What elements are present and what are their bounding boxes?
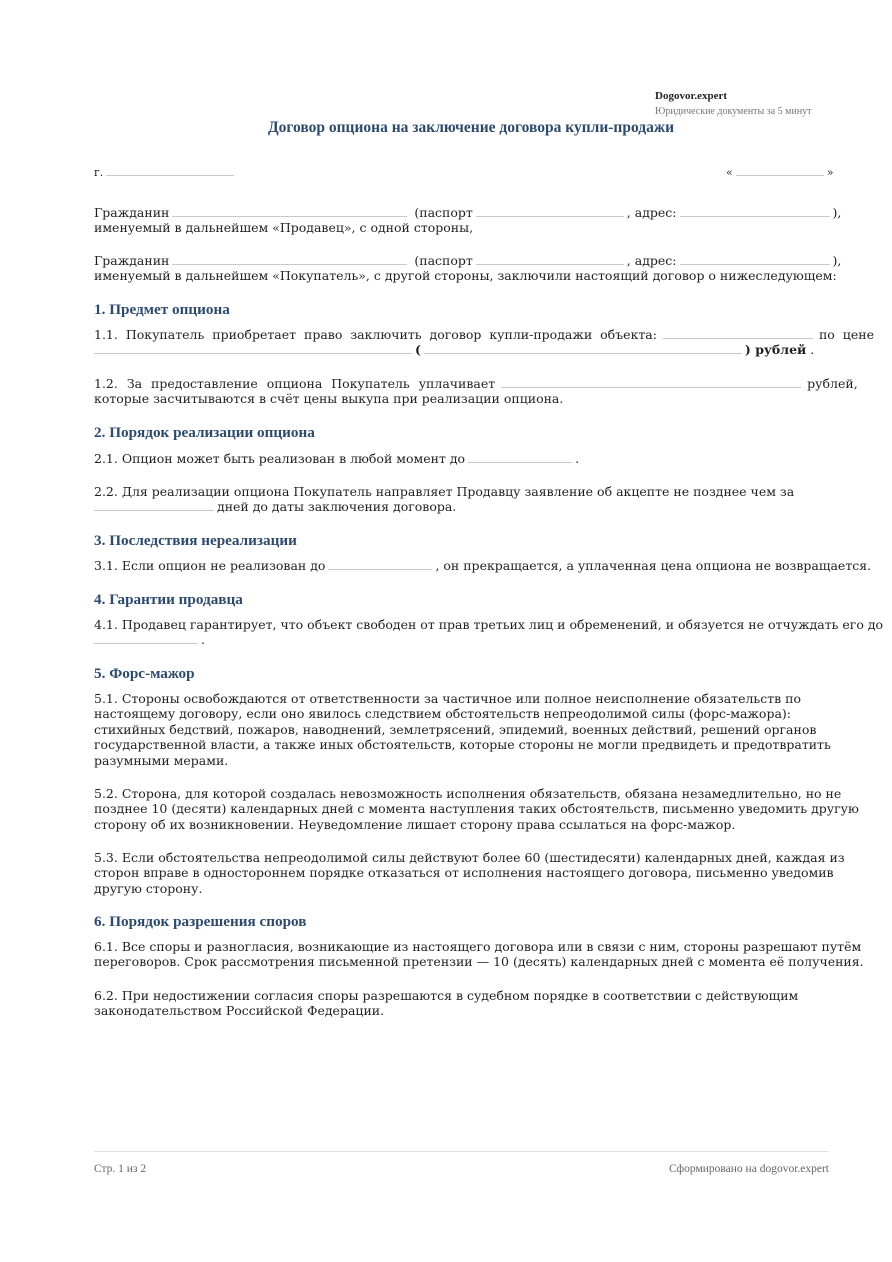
section-1-heading: 1. Предмет опциона (94, 301, 230, 318)
clause-5-3: 5.3. Если обстоятельства непреодолимой силы действуют более 60 (шестидесяти) календарных дней, каждая из сторон вправе в одностороннем порядке отказаться от исполнения настоящего договора, письменно уведомив другую сторону. (94, 850, 845, 896)
expiry-blank (328, 558, 432, 570)
object-blank (663, 327, 813, 339)
clause-5-2: 5.2. Сторона, для которой создалась невозможность исполнения обязательств, обязана незамедлительно, но не позднее 10 (десяти) календарных дней с момента наступления таких обстоятельств, письменно уведомить другую сторону об их возникновении. Неуведомление лишает сторону права ссылаться на форс-мажор. (94, 786, 859, 832)
passport-label: (паспорт (414, 205, 473, 220)
quote-close: » (826, 166, 834, 179)
city-blank (106, 164, 234, 176)
party-seller-line-2: именуемый в дальнейшем «Продавец», с одной стороны, (94, 220, 474, 235)
clause-2-2-line-1: 2.2. Для реализации опциона Покупатель направляет Продавцу заявление об акцепте не позднее чем за (94, 484, 795, 499)
option-fee-blank (501, 376, 801, 388)
period: . (810, 342, 815, 357)
page-number: Стр. 1 из 2 (94, 1163, 147, 1175)
section-2-heading: 2. Порядок реализации опциона (94, 424, 315, 441)
section-4-heading: 4. Гарантии продавца (94, 591, 243, 608)
date-blank (736, 164, 824, 176)
party-buyer-line-1 (94, 253, 868, 268)
buyer-passport-blank (476, 253, 624, 265)
clause-2-1-text: 2.1. Опцион может быть реализован в любой момент до (94, 451, 466, 466)
party-label: Гражданин (94, 205, 170, 220)
document-title: Договор опциона на заключение договора купли-продажи (267, 119, 675, 136)
price-words-blank (424, 342, 742, 354)
price-blank (94, 342, 412, 354)
address-label: , адрес: (626, 205, 677, 220)
clause-4-1-line-1: 4.1. Продавец гарантирует, что объект свободен от прав третьих лиц и обременений, и обязуется не отчуждать его до (94, 617, 884, 632)
party-buyer-line-2: именуемый в дальнейшем «Покупатель», с другой стороны, заключили настоящий договор о нижеследующем: (94, 268, 837, 283)
quote-open: « (726, 166, 733, 179)
clause-2-1 (94, 451, 868, 466)
clause-4-1-line-2 (94, 632, 868, 647)
section-3-heading: 3. Последствия нереализации (94, 532, 297, 549)
clause-5-1: 5.1. Стороны освобождаются от ответственности за частичное или полное неисполнение обязательств по настоящему договору, если оно явилось следствием обстоятельств непреодолимой силы (форс-мажора): стихийных бедствий, пожаров, наводнений, землетрясений, эпидемий, военных действий, решений органов государственной власти, а также иных обстоятельств, которые стороны не могли предвидеть и предотвратить разумными мерами. (94, 691, 831, 768)
date-field (726, 164, 833, 180)
rubles-label: ) рублей (744, 342, 807, 357)
clause-1-2-line-2: которые засчитываются в счёт цены выкупа при реализации опциона. (94, 391, 564, 406)
address-label: , адрес: (626, 253, 677, 268)
seller-passport-blank (476, 205, 624, 217)
price-label: по цене (818, 327, 874, 342)
clause-2-2-line-2 (94, 499, 868, 514)
party-seller-line-1 (94, 205, 868, 220)
passport-label: (паспорт (414, 253, 473, 268)
brand-block (655, 89, 812, 119)
clause-1-2-text: 1.2. За предоставление опциона Покупатель уплачивает (94, 376, 496, 391)
clause-1-1-line-1 (94, 327, 874, 342)
clause-6-2: 6.2. При недостижении согласия споры разрешаются в судебном порядке в соответствии с действующим законодательством Российской Федерации. (94, 988, 799, 1019)
period: . (201, 632, 205, 647)
buyer-name-blank (172, 253, 407, 265)
brand-tagline: Юридические документы за 5 минут (655, 106, 812, 117)
paren-close: ), (832, 205, 842, 220)
city-prefix: г. (94, 166, 104, 179)
clause-1-2-line-1 (94, 376, 868, 391)
clause-3-1 (94, 558, 872, 573)
clause-1-1-text: 1.1. Покупатель приобретает право заключить договор купли-продажи объекта: (94, 327, 657, 342)
section-5-heading: 5. Форс-мажор (94, 665, 195, 682)
place-date-row (94, 164, 868, 180)
deadline-blank (468, 451, 572, 463)
clause-3-1-text: 3.1. Если опцион не реализован до (94, 558, 326, 573)
footer-divider (94, 1151, 829, 1152)
seller-name-blank (172, 205, 407, 217)
paren-close: ), (832, 253, 842, 268)
clause-2-2-text: дней до даты заключения договора. (217, 499, 457, 514)
period: . (575, 451, 580, 466)
section-6-heading: 6. Порядок разрешения споров (94, 913, 307, 930)
days-blank (94, 499, 214, 511)
clause-1-1-line-2 (94, 342, 868, 357)
seller-address-blank (680, 205, 830, 217)
buyer-address-blank (680, 253, 830, 265)
footer-generated-note: Сформировано на dogovor.expert (669, 1163, 829, 1175)
rubles-label: рублей, (807, 376, 858, 391)
paren-open: ( (415, 342, 421, 357)
clause-3-1-tail: , он прекращается, а уплаченная цена опциона не возвращается. (435, 558, 872, 573)
clause-6-1: 6.1. Все споры и разногласия, возникающие из настоящего договора или в связи с ним, стороны разрешают путём переговоров. Срок рассмотрения письменной претензии — 10 (десять) календарных дней с момента её получения. (94, 939, 864, 970)
alienation-blank (94, 632, 198, 644)
party-label: Гражданин (94, 253, 170, 268)
brand-name: Dogovor.expert (655, 90, 727, 102)
